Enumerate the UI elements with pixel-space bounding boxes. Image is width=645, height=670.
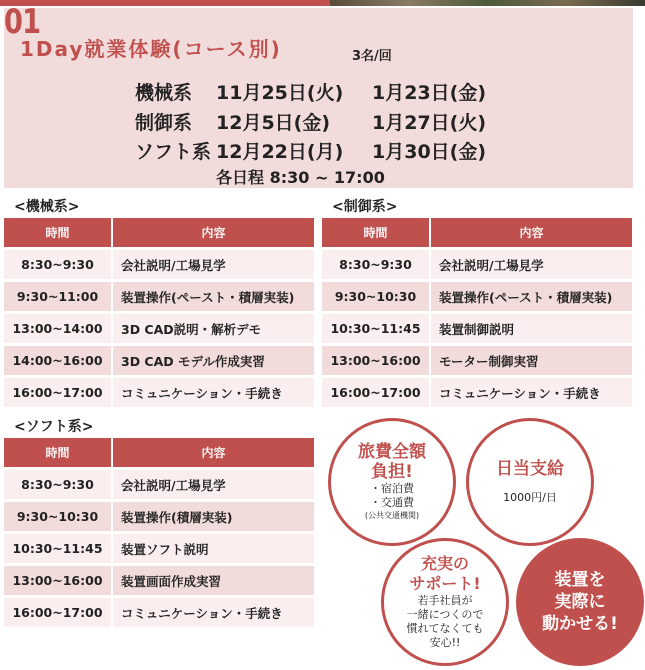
- row-content: 装置制御説明: [431, 314, 632, 343]
- row-content: 会社説明/工場見学: [113, 470, 314, 499]
- allowance-title: 日当支給: [496, 459, 564, 479]
- support-circle: [381, 538, 509, 666]
- row-time: 8:30~9:30: [4, 470, 113, 499]
- row-time: 13:00~14:00: [4, 314, 113, 343]
- row-content: 装置操作(ペースト・積層実装): [113, 282, 314, 311]
- table-row: [4, 346, 314, 375]
- schedule-course: 制御系: [135, 112, 193, 134]
- schedule-date-1: 12月22日(月): [216, 141, 344, 163]
- table-row: [322, 346, 632, 375]
- support-title-1: 充実の: [420, 554, 469, 573]
- travel-item-transport: ・交通費: [370, 496, 414, 509]
- support-text-2: 一緒につくので: [406, 608, 484, 621]
- row-content: 会社説明/工場見学: [431, 250, 632, 279]
- table-row: [4, 598, 314, 627]
- soft-schedule-table: [4, 435, 314, 630]
- col-header-time: 時間: [4, 438, 113, 467]
- schedule-date-1: 12月5日(金): [216, 112, 331, 134]
- allowance-amount: 1000円/日: [503, 491, 557, 504]
- table-row: [4, 470, 314, 499]
- row-time: 9:30~10:30: [322, 282, 431, 311]
- col-header-content: 内容: [113, 438, 314, 467]
- ctrl-section-label: <制御系>: [332, 199, 398, 215]
- schedule-date-2: 1月30日(金): [372, 141, 487, 163]
- schedule-date-2: 1月23日(金): [372, 82, 487, 104]
- travel-title-2: 負担!: [371, 462, 413, 482]
- row-time: 16:00~17:00: [4, 598, 113, 627]
- row-content: 会社説明/工場見学: [113, 250, 314, 279]
- table-row: [4, 250, 314, 279]
- table-row: [4, 534, 314, 563]
- schedule-date-1: 11月25日(火): [216, 82, 344, 104]
- row-time: 10:30~11:45: [322, 314, 431, 343]
- travel-benefit-circle: [328, 418, 456, 546]
- row-content: コミュニケーション・手続き: [113, 378, 314, 407]
- mech-schedule-table: [4, 215, 314, 410]
- support-title-2: サポート!: [409, 574, 481, 593]
- device-operation-circle: [516, 538, 644, 666]
- device-title-2: 実際に: [554, 592, 606, 612]
- table-row: [4, 282, 314, 311]
- row-time: 13:00~16:00: [4, 566, 113, 595]
- row-time: 16:00~17:00: [4, 378, 113, 407]
- table-row: [322, 378, 632, 407]
- schedule-course: 機械系: [135, 82, 193, 104]
- col-header-time: 時間: [322, 218, 431, 247]
- table-row: [4, 502, 314, 531]
- photo-strip: [330, 0, 645, 6]
- device-title-1: 装置を: [554, 570, 606, 590]
- row-time: 8:30~9:30: [4, 250, 113, 279]
- ctrl-schedule-table: [322, 215, 632, 410]
- top-stripe: [0, 0, 645, 6]
- travel-note: (公共交通機関): [364, 511, 420, 520]
- table-row: [322, 314, 632, 343]
- capacity-text: 3名/回: [352, 49, 392, 64]
- table-row: [4, 378, 314, 407]
- support-text-3: 慣れてなくても: [406, 622, 484, 635]
- row-time: 10:30~11:45: [4, 534, 113, 563]
- row-time: 14:00~16:00: [4, 346, 113, 375]
- schedule-date-2: 1月27日(火): [372, 112, 487, 134]
- row-content: 装置操作(積層実装): [113, 502, 314, 531]
- device-title-3: 動かせる!: [542, 614, 618, 634]
- row-content: コミュニケーション・手続き: [113, 598, 314, 627]
- row-content: モーター制御実習: [431, 346, 632, 375]
- table-row: [322, 282, 632, 311]
- support-text-4: 安心!!: [429, 636, 461, 649]
- course-title: 1Day就業体験(コース別): [20, 37, 282, 61]
- row-content: 装置操作(ペースト・積層実装): [431, 282, 632, 311]
- col-header-content: 内容: [113, 218, 314, 247]
- travel-title-1: 旅費全額: [358, 442, 426, 462]
- row-time: 16:00~17:00: [322, 378, 431, 407]
- row-time: 9:30~11:00: [4, 282, 113, 311]
- row-content: 装置ソフト説明: [113, 534, 314, 563]
- travel-item-lodging: ・宿泊費: [370, 482, 414, 495]
- row-time: 9:30~10:30: [4, 502, 113, 531]
- table-row: [322, 250, 632, 279]
- row-time: 8:30~9:30: [322, 250, 431, 279]
- row-content: コミュニケーション・手続き: [431, 378, 632, 407]
- table-row: [4, 566, 314, 595]
- soft-section-label: <ソフト系>: [14, 419, 94, 435]
- row-content: 3D CAD モデル作成実習: [113, 346, 314, 375]
- col-header-content: 内容: [431, 218, 632, 247]
- mech-section-label: <機械系>: [14, 199, 80, 215]
- col-header-time: 時間: [4, 218, 113, 247]
- table-row: [4, 314, 314, 343]
- row-time: 13:00~16:00: [322, 346, 431, 375]
- section-number: 01: [4, 2, 41, 42]
- support-text-1: 若手社員が: [417, 594, 473, 607]
- row-content: 装置画面作成実習: [113, 566, 314, 595]
- row-content: 3D CAD説明・解析デモ: [113, 314, 314, 343]
- allowance-circle: [466, 418, 594, 546]
- daily-time: 各日程 8:30 ~ 17:00: [216, 168, 385, 187]
- schedule-course: ソフト系: [135, 141, 212, 163]
